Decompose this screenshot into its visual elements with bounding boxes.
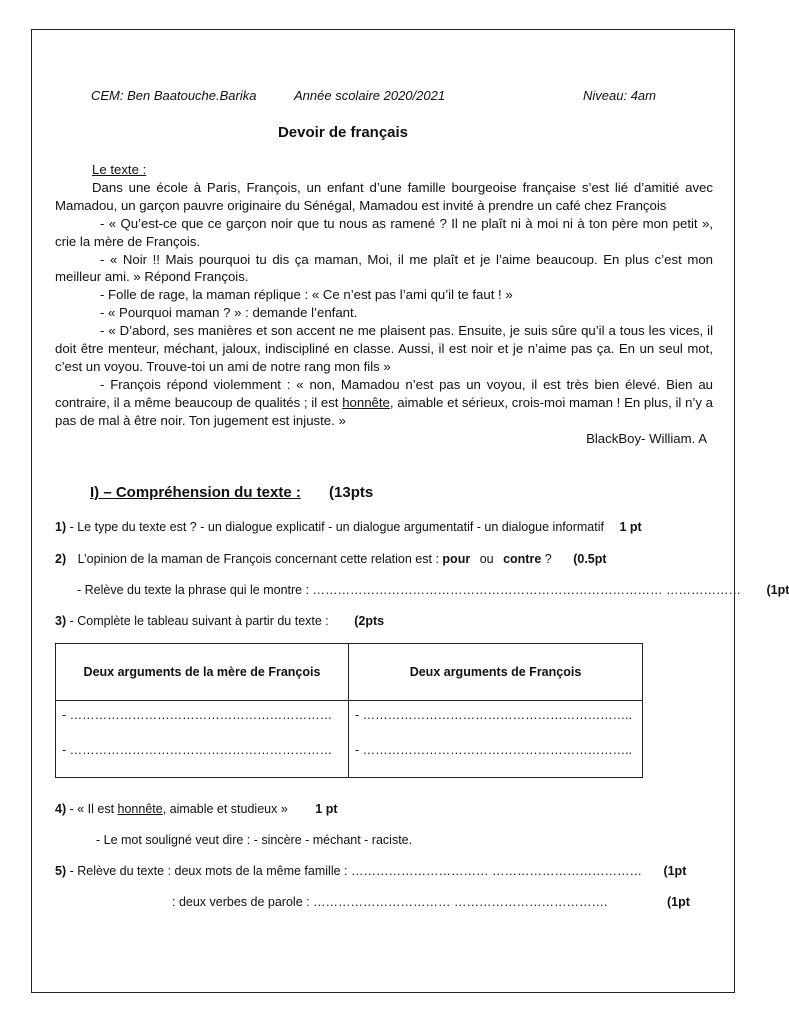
text-paragraph: - « Noir !! Mais pourquoi tu dis ça maman, Moi, il me plaît et je l’aime beaucoup. En plus c’est mon meilleur ami. » Répond François. bbox=[55, 251, 713, 285]
text-paragraph: Dans une école à Paris, François, un enfant d’une famille bourgeoise française s’est lié d’amitié avec Mamadou, un garçon pauvre originaire du Sénégal, Mamadou est invité à prendre un café chez François bbox=[55, 179, 713, 213]
text-paragraph: - « Qu’est-ce que ce garçon noir que tu nous as ramené ? Il ne plaît ni à moi ni à ton père mon petit », crie la mère de François. bbox=[55, 215, 713, 249]
answer-cell bbox=[56, 701, 349, 778]
question-1 bbox=[55, 520, 642, 534]
school-name: CEM: Ben Baatouche.Barika bbox=[91, 88, 257, 103]
question-text: - Relève du texte : deux mots de la même famille : …………………………… ……………………………… bbox=[66, 864, 642, 878]
question-number: 4) bbox=[55, 802, 67, 816]
question-text: : deux verbes de parole : …………………………… ………………………………. bbox=[172, 895, 608, 909]
question-number: 1) bbox=[55, 520, 67, 534]
section-label: I) – Compréhension du texte : bbox=[90, 484, 301, 501]
answer-line[interactable]: - ……………………………………………………… bbox=[62, 743, 333, 757]
question-text: - Relève du texte la phrase qui le montre : ………………………………………………………………………… ……………… bbox=[77, 583, 742, 597]
answer-line[interactable]: - ……………………………………………………….. bbox=[355, 743, 633, 757]
option-pour: pour bbox=[442, 552, 471, 566]
question-points: (1pt bbox=[663, 864, 687, 878]
question-number: 5) bbox=[55, 864, 67, 878]
answer-line[interactable]: - ……………………………………………………… bbox=[62, 708, 333, 722]
text-paragraph: - « Pourquoi maman ? » : demande l’enfant. bbox=[100, 305, 358, 321]
question-text: L’opinion de la maman de François concernant cette relation est : bbox=[77, 552, 439, 566]
answer-cell bbox=[349, 701, 643, 778]
underlined-word: honnête bbox=[342, 394, 390, 410]
text-paragraph: - Folle de rage, la maman réplique : « Ce n’est pas l’ami qu’il te faut ! » bbox=[100, 287, 513, 303]
question-number: 2) bbox=[55, 552, 67, 566]
answer-line[interactable]: - ……………………………………………………….. bbox=[355, 708, 633, 722]
question-points: (0.5pt bbox=[573, 552, 607, 566]
question-number: 3) bbox=[55, 614, 67, 628]
question-points: (1pt bbox=[766, 583, 789, 597]
option-contre: contre bbox=[503, 552, 542, 566]
question-4-sub: - Le mot souligné veut dire : - sincère - méchant - raciste. bbox=[96, 833, 413, 847]
text-paragraph bbox=[55, 376, 713, 430]
text-fragment: - François répond violemment : « non, Mamadou n’est pas un voyou, il est très bien élevé. Bien au contraire, il a même beaucoup de qualités ; il est bbox=[55, 376, 713, 410]
question-2 bbox=[55, 552, 607, 566]
question-text: , aimable et studieux » bbox=[162, 802, 288, 816]
question-text: - Le type du texte est ? - un dialogue explicatif - un dialogue argumentatif - un dialogue informatif bbox=[66, 520, 604, 534]
text-signature: BlackBoy- William. A bbox=[586, 430, 707, 446]
question-points: (1pt bbox=[667, 895, 690, 909]
text-fragment: , aimable et sérieux, crois-moi maman ! En plus, il n’y a pas de mal à être noir. Ton jugement est injuste. » bbox=[55, 394, 713, 428]
section-heading bbox=[90, 484, 373, 501]
arguments-table bbox=[55, 643, 643, 778]
page-title: Devoir de français bbox=[277, 124, 409, 141]
class-level: Niveau: 4am bbox=[583, 88, 656, 103]
question-text: - « Il est bbox=[66, 802, 118, 816]
question-points: 1 pt bbox=[315, 802, 338, 816]
reading-text bbox=[55, 161, 713, 448]
question-5-sub bbox=[172, 895, 690, 909]
column-header: Deux arguments de François bbox=[349, 644, 643, 701]
question-4 bbox=[55, 802, 338, 816]
question-mark: ? bbox=[544, 552, 552, 566]
school-year: Année scolaire 2020/2021 bbox=[294, 88, 446, 103]
question-3 bbox=[55, 614, 384, 628]
question-points: (2pts bbox=[354, 614, 385, 628]
underlined-word: honnête bbox=[117, 802, 163, 816]
question-text: - Complète le tableau suivant à partir du texte : bbox=[66, 614, 329, 628]
text-paragraph: - « D’abord, ses manières et son accent ne me plaisent pas. Ensuite, je suis sûre qu’il a tous les vices, il doit être menteur, méchant, jaloux, indiscipliné en classe. Aussi, il est noir et je n’aime pas ça. En un seul mot, c’est un voyou. Trouve-toi un ami de notre rang mon fils » bbox=[55, 323, 713, 374]
question-2-sub bbox=[77, 583, 789, 597]
section-points: (13pts bbox=[329, 484, 374, 501]
text-heading: Le texte : bbox=[92, 162, 147, 177]
option-separator: ou bbox=[479, 552, 494, 566]
column-header: Deux arguments de la mère de François bbox=[56, 644, 349, 701]
question-5 bbox=[55, 864, 686, 878]
question-points: 1 pt bbox=[619, 520, 642, 534]
